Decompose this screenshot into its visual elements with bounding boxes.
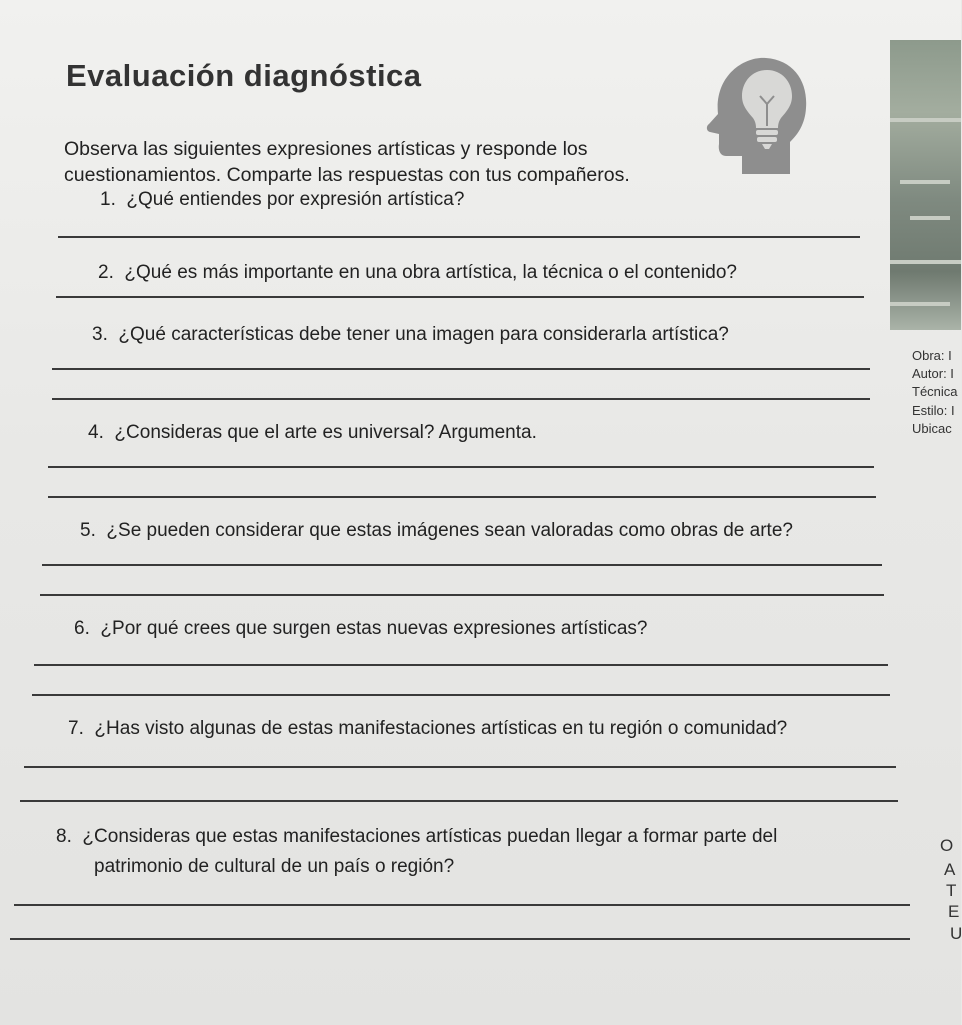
question-5 xyxy=(80,520,793,542)
question-number: 5. xyxy=(80,520,96,541)
caption-estilo: Estilo: I xyxy=(912,403,955,418)
question-text: ¿Se pueden considerar que estas imágenes sean valoradas como obras de arte? xyxy=(106,520,793,541)
answer-line[interactable] xyxy=(20,800,898,802)
question-6 xyxy=(74,618,648,640)
caption-autor: Autor: I xyxy=(912,366,954,381)
question-text: ¿Qué entiendes por expresión artística? xyxy=(126,189,465,210)
question-text: ¿Has visto algunas de estas manifestaciones artísticas en tu región o comunidad? xyxy=(94,718,788,739)
caption-lower-u: U xyxy=(950,924,962,943)
question-number: 6. xyxy=(74,618,90,639)
answer-line[interactable] xyxy=(10,938,910,940)
answer-line[interactable] xyxy=(14,904,910,906)
answer-line[interactable] xyxy=(52,368,870,370)
question-number: 8. xyxy=(56,826,72,847)
caption-ubicacion: Ubicac xyxy=(912,421,952,436)
caption-lower-a: A xyxy=(944,860,956,879)
answer-line[interactable] xyxy=(52,398,870,400)
page-title: Evaluación diagnóstica xyxy=(66,58,422,93)
caption-obra: Obra: I xyxy=(912,348,952,363)
answer-line[interactable] xyxy=(42,564,882,566)
head-lightbulb-icon xyxy=(704,56,808,174)
caption-lower-o: O xyxy=(940,836,954,855)
answer-line[interactable] xyxy=(58,236,860,238)
answer-line[interactable] xyxy=(56,296,864,298)
answer-line[interactable] xyxy=(48,466,874,468)
artwork-photo xyxy=(890,40,961,330)
answer-line[interactable] xyxy=(40,594,884,596)
question-text: ¿Por qué crees que surgen estas nuevas expresiones artísticas? xyxy=(100,618,648,639)
question-text: ¿Consideras que el arte es universal? Argumenta. xyxy=(114,422,537,443)
question-number: 4. xyxy=(88,422,104,443)
answer-line[interactable] xyxy=(24,766,896,768)
answer-line[interactable] xyxy=(48,496,876,498)
question-number: 7. xyxy=(68,718,84,739)
question-4 xyxy=(88,422,537,444)
question-8-continued: patrimonio de cultural de un país o región? xyxy=(94,856,455,877)
instructions-text: Observa las siguientes expresiones artísticas y responde los cuestionamientos. Comparte las respuestas con tus compañeros. xyxy=(64,138,630,186)
question-text: ¿Qué características debe tener una imagen para considerarla artística? xyxy=(118,324,729,345)
caption-lower-e: E xyxy=(948,902,960,921)
question-text: ¿Consideras que estas manifestaciones artísticas puedan llegar a formar parte del xyxy=(82,826,778,847)
caption-tecnica: Técnica xyxy=(912,384,958,399)
question-text: ¿Qué es más importante en una obra artística, la técnica o el contenido? xyxy=(124,262,737,283)
question-3 xyxy=(92,324,729,346)
answer-line[interactable] xyxy=(34,664,888,666)
answer-line[interactable] xyxy=(32,694,890,696)
question-number: 2. xyxy=(98,262,114,283)
question-8 xyxy=(56,826,777,848)
caption-lower-t: T xyxy=(946,881,957,900)
question-2 xyxy=(98,262,737,284)
question-7 xyxy=(68,718,787,740)
question-1 xyxy=(100,189,464,211)
question-number: 3. xyxy=(92,324,108,345)
question-number: 1. xyxy=(100,189,116,210)
